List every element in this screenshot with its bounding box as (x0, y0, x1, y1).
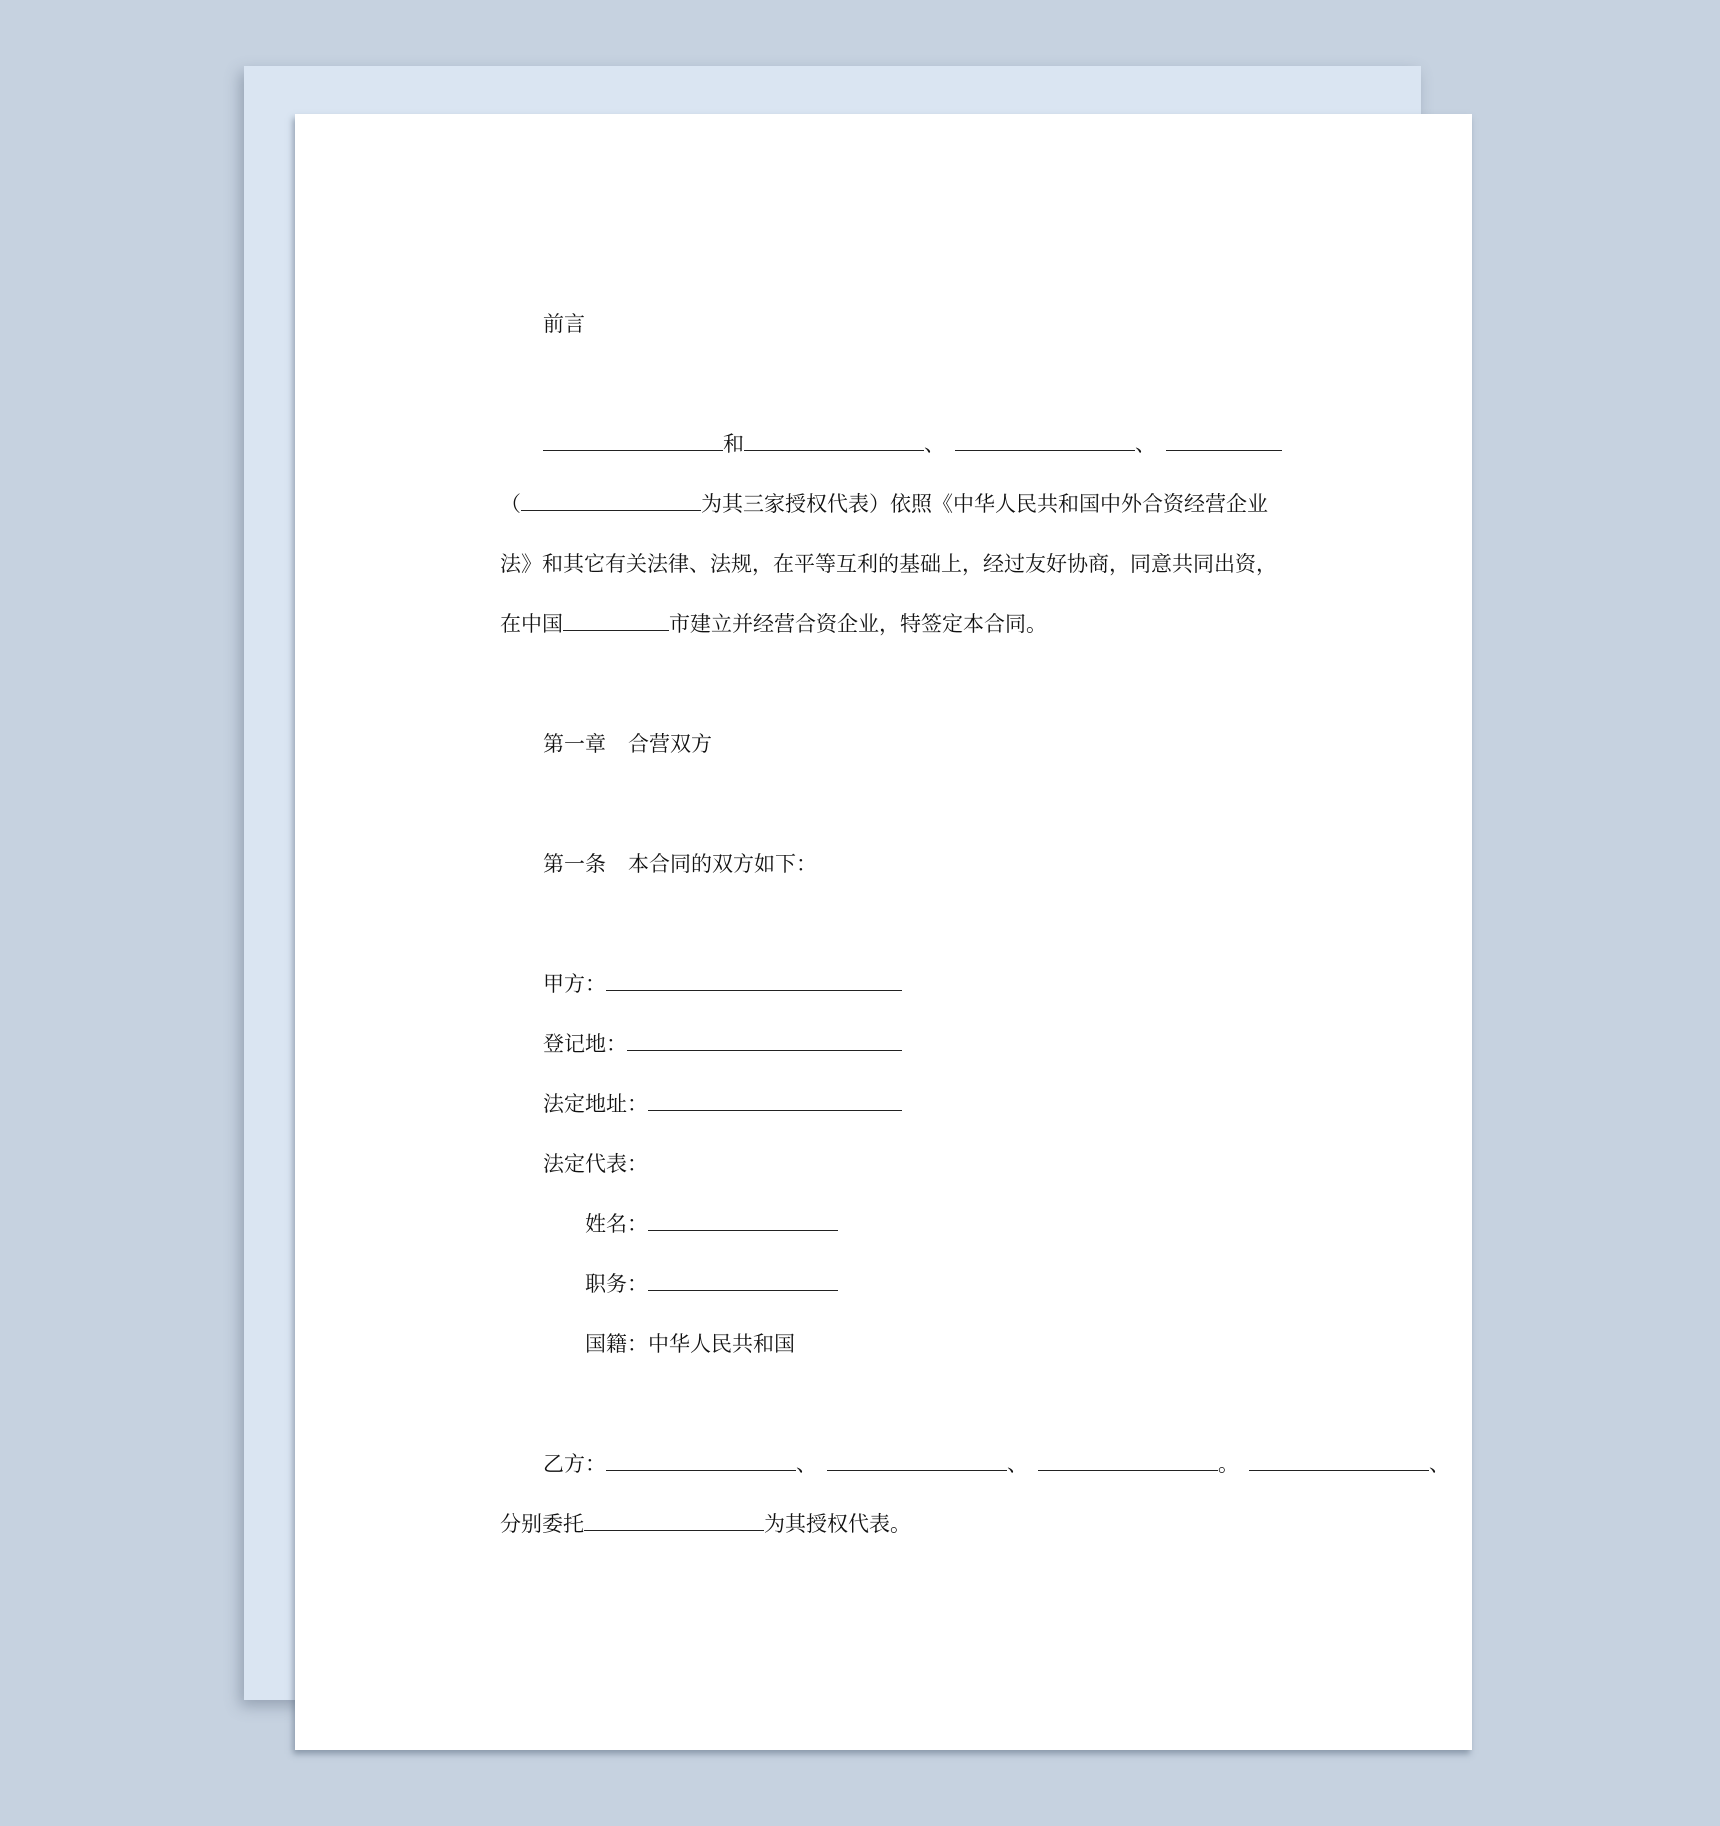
nationality-value: 中华人民共和国 (648, 1332, 795, 1356)
field-label: 甲方： (543, 972, 606, 996)
intro-line-1 (543, 430, 1282, 458)
document-page (295, 114, 1472, 1750)
blank-field[interactable] (955, 430, 1135, 451)
article-heading (543, 850, 817, 878)
legal-rep-label (543, 1150, 648, 1178)
text: 分别委托 (500, 1512, 584, 1536)
party-b-field (543, 1450, 1450, 1478)
text: 。 (1218, 1452, 1239, 1476)
intro-line-2 (500, 490, 1268, 518)
field-label: 职务： (585, 1272, 648, 1296)
chapter-title: 合营双方 (628, 732, 712, 756)
intro-line-3 (500, 550, 1277, 578)
party-a-name-input[interactable] (606, 970, 902, 991)
field-label: 登记地： (543, 1032, 627, 1056)
registration-field (543, 1030, 902, 1058)
preface-heading (543, 310, 585, 338)
chapter-number: 第一章 (543, 732, 606, 756)
text: 为其授权代表。 (764, 1512, 911, 1536)
field-label: 姓名： (585, 1212, 648, 1236)
text: 和 (723, 432, 744, 456)
party-b-line-2 (500, 1510, 911, 1538)
blank-field[interactable] (827, 1450, 1007, 1471)
blank-field[interactable] (1038, 1450, 1218, 1471)
rep-position-input[interactable] (648, 1270, 838, 1291)
field-label: 国籍： (585, 1332, 648, 1356)
text: （ (500, 492, 521, 516)
intro-line-4 (500, 610, 1047, 638)
text: 市建立并经营合资企业，特签定本合同。 (669, 612, 1047, 636)
text: 法》和其它有关法律、法规，在平等互利的基础上，经过友好协商，同意共同出资， (500, 552, 1277, 576)
chapter-heading (543, 730, 712, 758)
legal-address-input[interactable] (648, 1090, 902, 1111)
registration-input[interactable] (627, 1030, 902, 1051)
article-number: 第一条 (543, 852, 606, 876)
blank-field[interactable] (1166, 430, 1282, 451)
rep-name-input[interactable] (648, 1210, 838, 1231)
blank-field[interactable] (584, 1510, 764, 1531)
field-label: 乙方： (543, 1452, 606, 1476)
nationality-field (585, 1330, 795, 1358)
rep-name-field (585, 1210, 838, 1238)
text: 为其三家授权代表）依照《中华人民共和国中外合资经营企业 (701, 492, 1268, 516)
legal-address-field (543, 1090, 902, 1118)
text: 在中国 (500, 612, 563, 636)
blank-field[interactable] (543, 430, 723, 451)
text: 、 (1007, 1452, 1028, 1476)
rep-position-field (585, 1270, 838, 1298)
blank-field[interactable] (1249, 1450, 1429, 1471)
field-label: 法定地址： (543, 1092, 648, 1116)
article-text: 本合同的双方如下： (628, 852, 817, 876)
text: 、 (1135, 432, 1156, 456)
blank-field[interactable] (606, 1450, 796, 1471)
party-a-field (543, 970, 902, 998)
blank-field[interactable] (563, 610, 669, 631)
blank-field[interactable] (744, 430, 924, 451)
text: 、 (1429, 1452, 1450, 1476)
text: 、 (796, 1452, 817, 1476)
preface-heading-text: 前言 (543, 312, 585, 336)
field-label: 法定代表： (543, 1152, 648, 1176)
blank-field[interactable] (521, 490, 701, 511)
text: 、 (924, 432, 945, 456)
